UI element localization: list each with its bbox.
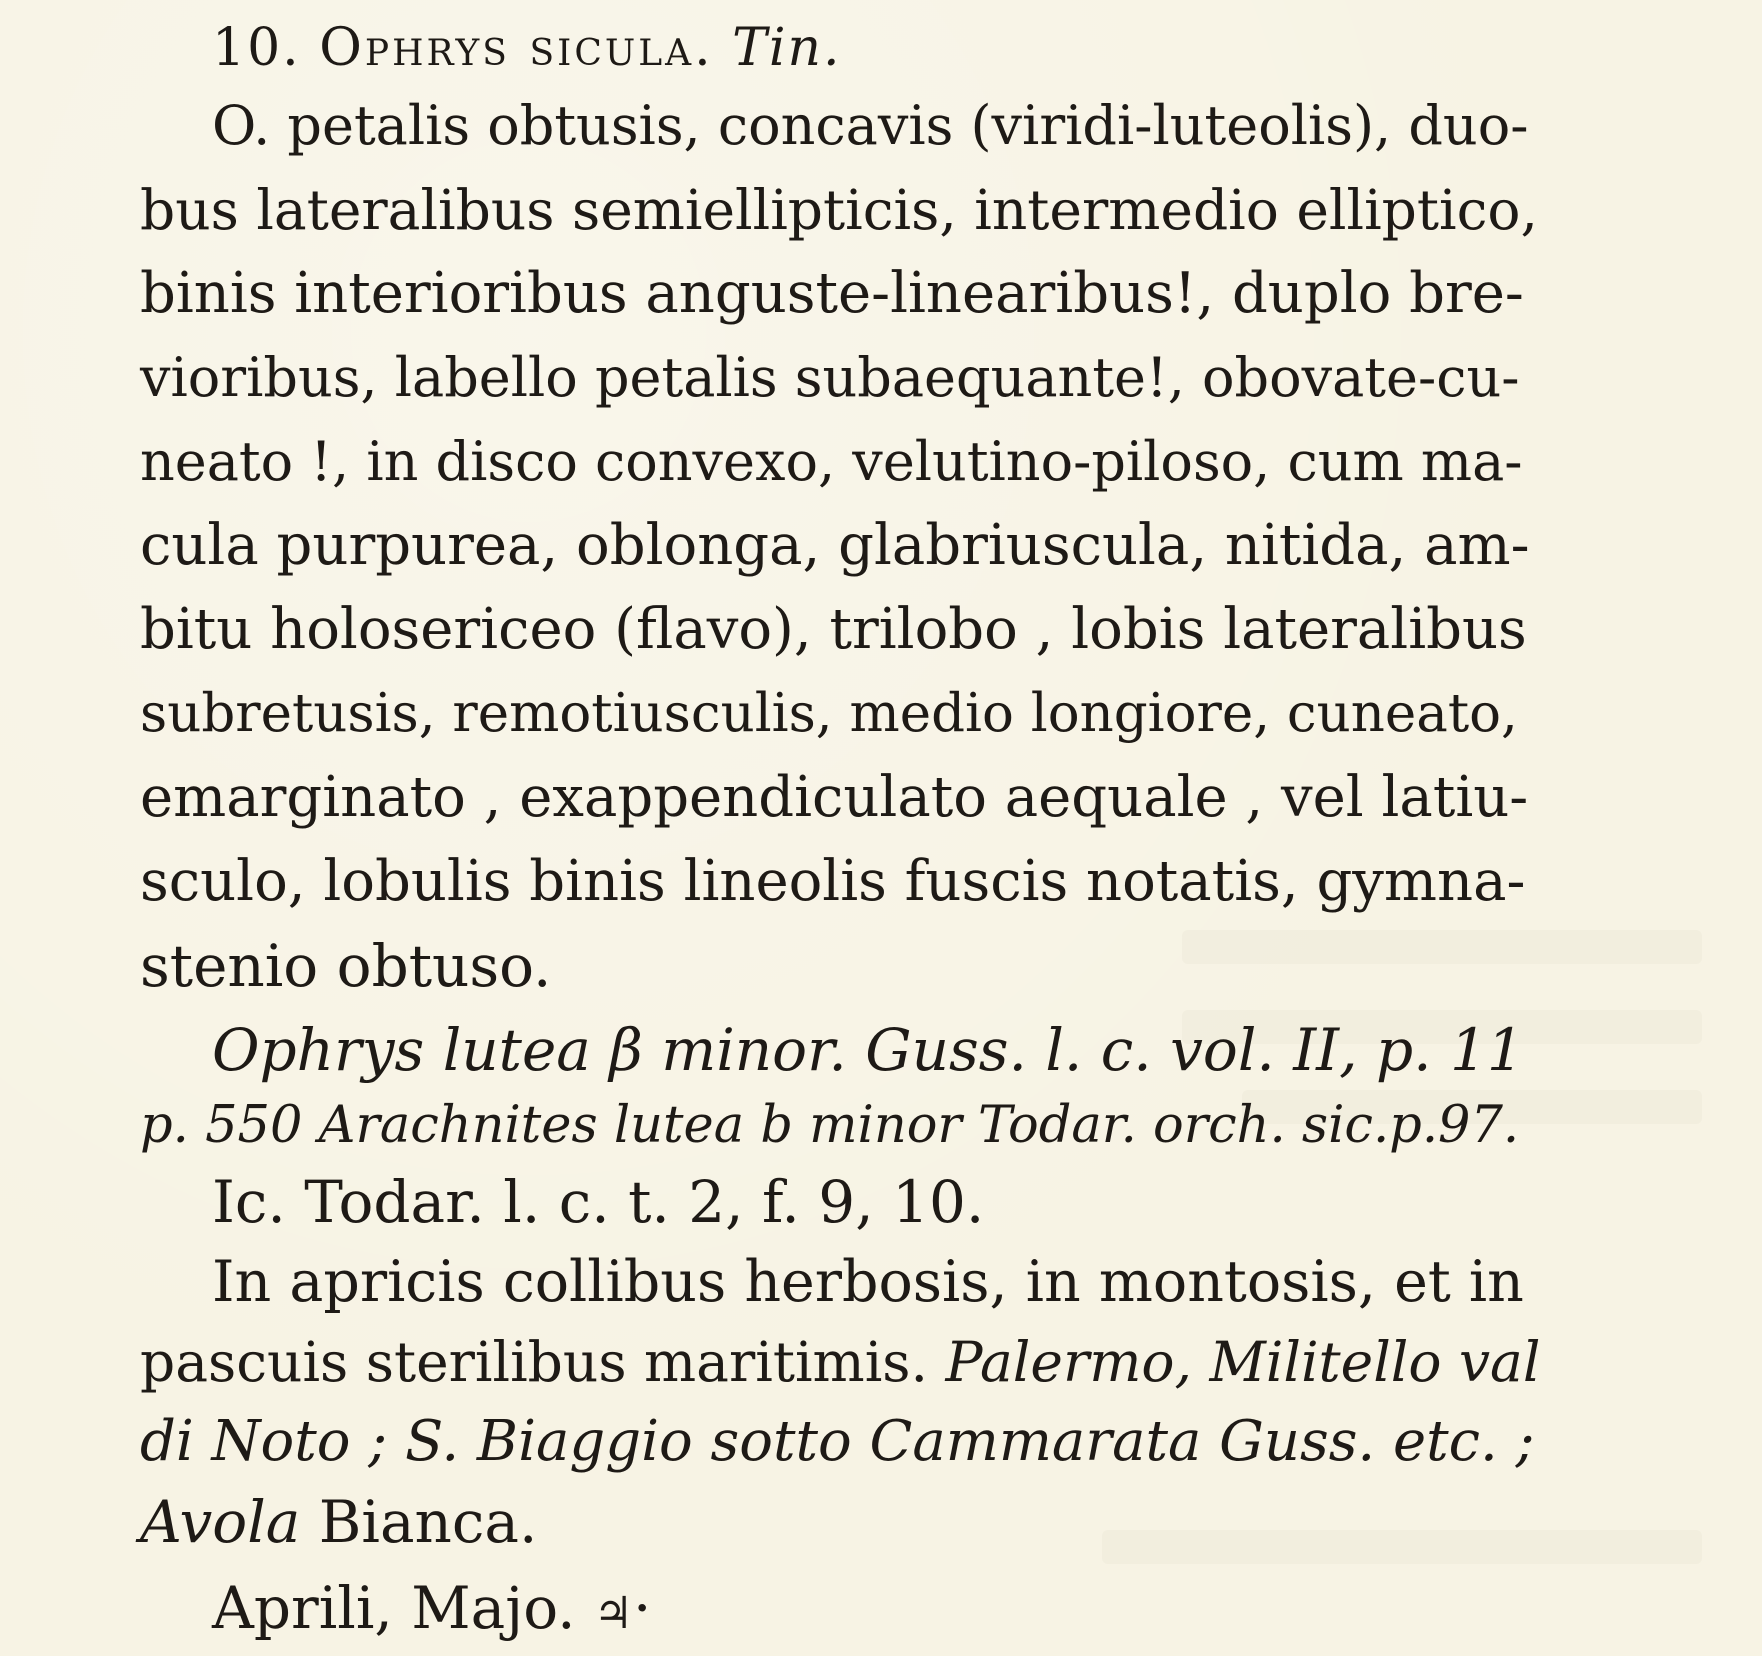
description-line: bus lateralibus semiellipticis, intermedio elliptico,	[140, 178, 1538, 242]
habitat-text: pascuis sterilibus maritimis.	[140, 1330, 928, 1394]
icon-reference: Ic. Todar. l. c. t. 2, f. 9, 10.	[212, 1168, 985, 1236]
flowering-time	[140, 1566, 1540, 1650]
habitat-line: In apricis collibus herbosis, in montosis, et in	[212, 1249, 1524, 1315]
perennial-symbol-icon: ♃	[593, 1588, 634, 1639]
description-line: cula purpurea, oblonga, glabriuscula, nitida, am-	[140, 513, 1530, 578]
species-number: 10.	[212, 18, 301, 78]
habitat-line	[140, 1480, 1540, 1564]
description-line: O. petalis obtusis, concavis (viridi-luteolis), duo-	[212, 94, 1529, 157]
habitat-locality: Palermo, Militello val	[945, 1330, 1541, 1394]
synonymy-line: p. 550 Arachnites lutea b minor Todar. orch. sic.p.97.	[140, 1096, 1520, 1155]
habitat-text: Bianca.	[318, 1488, 538, 1556]
flowering-months: Aprili, Majo.	[212, 1574, 576, 1642]
habitat-locality: Avola	[140, 1488, 301, 1556]
description-line: stenio obtuso.	[140, 932, 552, 1000]
description-line: vioribus, labello petalis subaequante!, obovate-cu-	[140, 346, 1520, 409]
description-line: bitu holosericeo (flavo), trilobo , lobis lateralibus	[140, 597, 1527, 662]
habitat-line: di Noto ; S. Biaggio sotto Cammarata Guss. etc. ;	[140, 1409, 1535, 1474]
species-heading	[140, 6, 1540, 90]
species-name: Ophrys sicula.	[319, 18, 714, 78]
description-line: emarginato , exappendiculato aequale , vel latiu-	[140, 765, 1529, 830]
description-line: sculo, lobulis binis lineolis fuscis notatis, gymna-	[140, 849, 1526, 914]
species-author: Tin.	[732, 18, 842, 78]
perennial-dot: ·	[633, 1574, 652, 1642]
description-line: binis interioribus anguste-linearibus!, duplo bre-	[140, 261, 1524, 326]
description-line: neato !, in disco convexo, velutino-piloso, cum ma-	[140, 430, 1523, 493]
description-line: subretusis, remotiusculis, medio longiore, cuneato,	[140, 683, 1518, 744]
synonymy-line: Ophrys lutea β minor. Guss. l. c. vol. II, p. 11	[212, 1016, 1524, 1084]
habitat-line	[140, 1320, 1540, 1404]
